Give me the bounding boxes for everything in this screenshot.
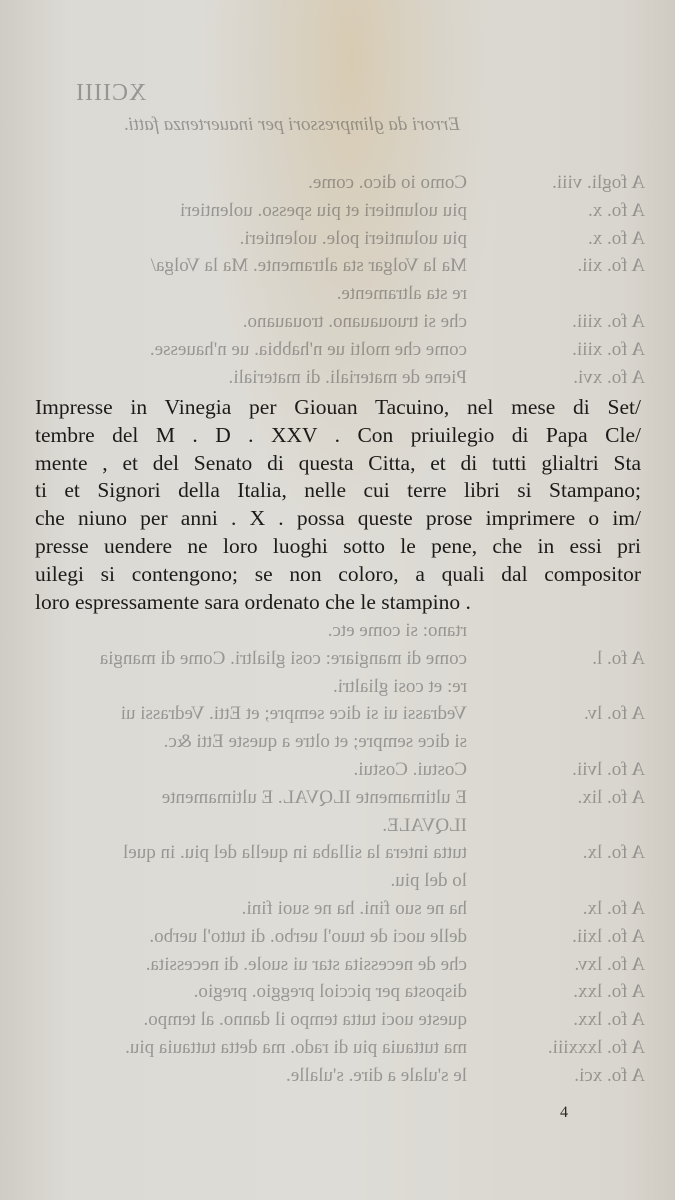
colophon-line: Impresse in Vinegia per Giouan Tacuino, nel mese di Set/ xyxy=(35,395,641,419)
errata-text: Vedrassi ui si dice sempre; et Etti. Vedrassi ui xyxy=(120,703,467,725)
show-through-text: XCIIII Errori da glimpressori per inauertenza fatti. A fogli. viii. Como io dico. come. A fo. x. piu uoluntieri et piu spesso. uolentieri A fo. x. piu uoluntieri pole. uolentieri. A fo. xii. Ma la Volgar sta altramente. Ma la Volga/ re sta altramente. A fo. xiii. che si truouauano. trouauano. A fo. xiii. come che molti ue n'habbia. ue n'hauesse. A fo. xvi. Piene de materiali. di materiali. rtano: si come etc. A fo. l. come di mangiare: cosi glialtri. Come di mangia re: et cosi glialtri. A fo. lv. Vedrassi ui si dice sempre; et Etti. Vedrassi ui si dice sempre; et oltre a queste Etti &c. A fo. lvii. Costui. Costui. A fo. lix. E ultimamente ILQVAL. E ultimamente ILQVALE. A fo. lx. tutta intera la sillaba in quella del piu. in quel lo del piu. A fo. lx. ha ne suo fini. ha ne suoi fini. A fo. lxii. delle uoci de tuuo'l uerbo. di tutto'l uerbo. A fo. lxv. che de necessita star ui suole. di necessita. A fo. lxx. disposta per picciol preggio. pregio. A fo. lxx. queste uoci tutta tempo il danno. al tempo. A fo. lxxxiii. ma tuttauia piu di rado. ma detta tuttauia piu. A fo. xci. le s'ulale a dire. s'ulalle. xyxy=(0,0,675,1200)
errata-text: piu uoluntieri pole. uolentieri. xyxy=(239,227,467,249)
errata-ref: A fo. xiii. xyxy=(572,310,645,332)
errata-text: che de necessita star ui suole. di necessita. xyxy=(145,953,467,975)
errata-text: delle uoci de tuuo'l uerbo. di tutto'l uerbo. xyxy=(149,925,467,947)
errata-ref: A fo. xvi. xyxy=(573,366,645,388)
errata-text: disposta per picciol preggio. pregio. xyxy=(193,981,467,1003)
errata-ref: A fo. lxv. xyxy=(574,953,645,975)
errata-text: ha ne suo fini. ha ne suoi fini. xyxy=(241,897,467,919)
errata-text: piu uoluntieri et piu spesso. uolentieri xyxy=(179,199,467,221)
errata-text: Como io dico. come. xyxy=(308,172,467,193)
errata-text: rtano: si come etc. xyxy=(327,620,467,641)
errata-ref: A fo. x. xyxy=(588,199,645,221)
show-through-title: Errori da glimpressori per inauertenza fatti. xyxy=(123,114,460,135)
errata-ref: A fo. lxx. xyxy=(573,981,645,1003)
errata-text: lo del piu. xyxy=(390,870,467,892)
errata-ref: A fo. xci. xyxy=(574,1064,645,1086)
errata-ref: A fo. lxx. xyxy=(573,1009,645,1031)
errata-ref: A fo. lxii. xyxy=(572,925,645,947)
errata-text: re sta altramente. xyxy=(336,283,467,305)
errata-text: ILQVALE. xyxy=(382,814,467,836)
colophon-line: tembre del M . D . XXV . Con priuilegio di Papa Cle/ xyxy=(35,422,641,447)
errata-text: che si truouauano. trouauano. xyxy=(242,310,467,332)
errata-text: ma tuttauia piu di rado. ma detta tuttauia piu. xyxy=(125,1036,467,1058)
errata-ref: A fo. xiii. xyxy=(572,338,645,360)
signature-mark: 4 xyxy=(560,1104,568,1121)
errata-text: come di mangiare: cosi glialtri. Come di mangia xyxy=(99,647,467,669)
errata-text: queste uoci tutta tempo il danno. al tempo. xyxy=(143,1009,467,1031)
colophon-line: loro espressamente sara ordenato che le stampino . xyxy=(35,589,471,614)
colophon xyxy=(35,394,641,616)
colophon-line: ti et Signori della Italia, nelle cui terre libri si Stampano; xyxy=(35,478,641,503)
errata-text: re: et cosi glialtri. xyxy=(332,675,467,697)
errata-text: si dice sempre; et oltre a queste Etti &c. xyxy=(163,731,467,753)
errata-ref: A fo. x. xyxy=(588,227,645,249)
errata-text: tutta intera la sillaba in quella del piu. in quel xyxy=(122,842,467,864)
errata-ref: A fo. lx. xyxy=(582,842,645,864)
errata-ref: A fo. xii. xyxy=(577,255,645,277)
errata-text: Costui. Costui. xyxy=(353,758,467,780)
errata-text: come che molti ue n'habbia. ue n'hauesse. xyxy=(149,338,467,360)
errata-ref: A fo. lxxxiii. xyxy=(547,1036,645,1058)
colophon-line: mente , et del Senato di questa Citta, et di tutti glialtri Sta xyxy=(35,450,641,475)
colophon-line: che niuno per anni . X . possa queste prose imprimere o im/ xyxy=(35,506,641,531)
errata-ref: A fo. lv. xyxy=(583,703,645,725)
errata-text: E ultimamente ILQVAL. E ultimamente xyxy=(161,786,467,808)
errata-text: le s'ulale a dire. s'ulalle. xyxy=(286,1064,467,1086)
errata-ref: A fo. l. xyxy=(592,647,645,669)
errata-text: Ma la Volgar sta altramente. Ma la Volga/ xyxy=(150,255,467,277)
errata-ref: A fo. lix. xyxy=(577,786,645,808)
errata-ref: A fogli. viii. xyxy=(552,172,645,193)
colophon-line: uilegi si contengono; se non coloro, a quali dal compositor xyxy=(35,561,641,586)
errata-ref: A fo. lx. xyxy=(582,897,645,919)
errata-text: Piene de materiali. di materiali. xyxy=(228,366,467,388)
colophon-line: presse uendere ne loro luoghi sotto le pene, che in essi pri xyxy=(35,533,641,558)
errata-ref: A fo. lvii. xyxy=(572,758,645,780)
